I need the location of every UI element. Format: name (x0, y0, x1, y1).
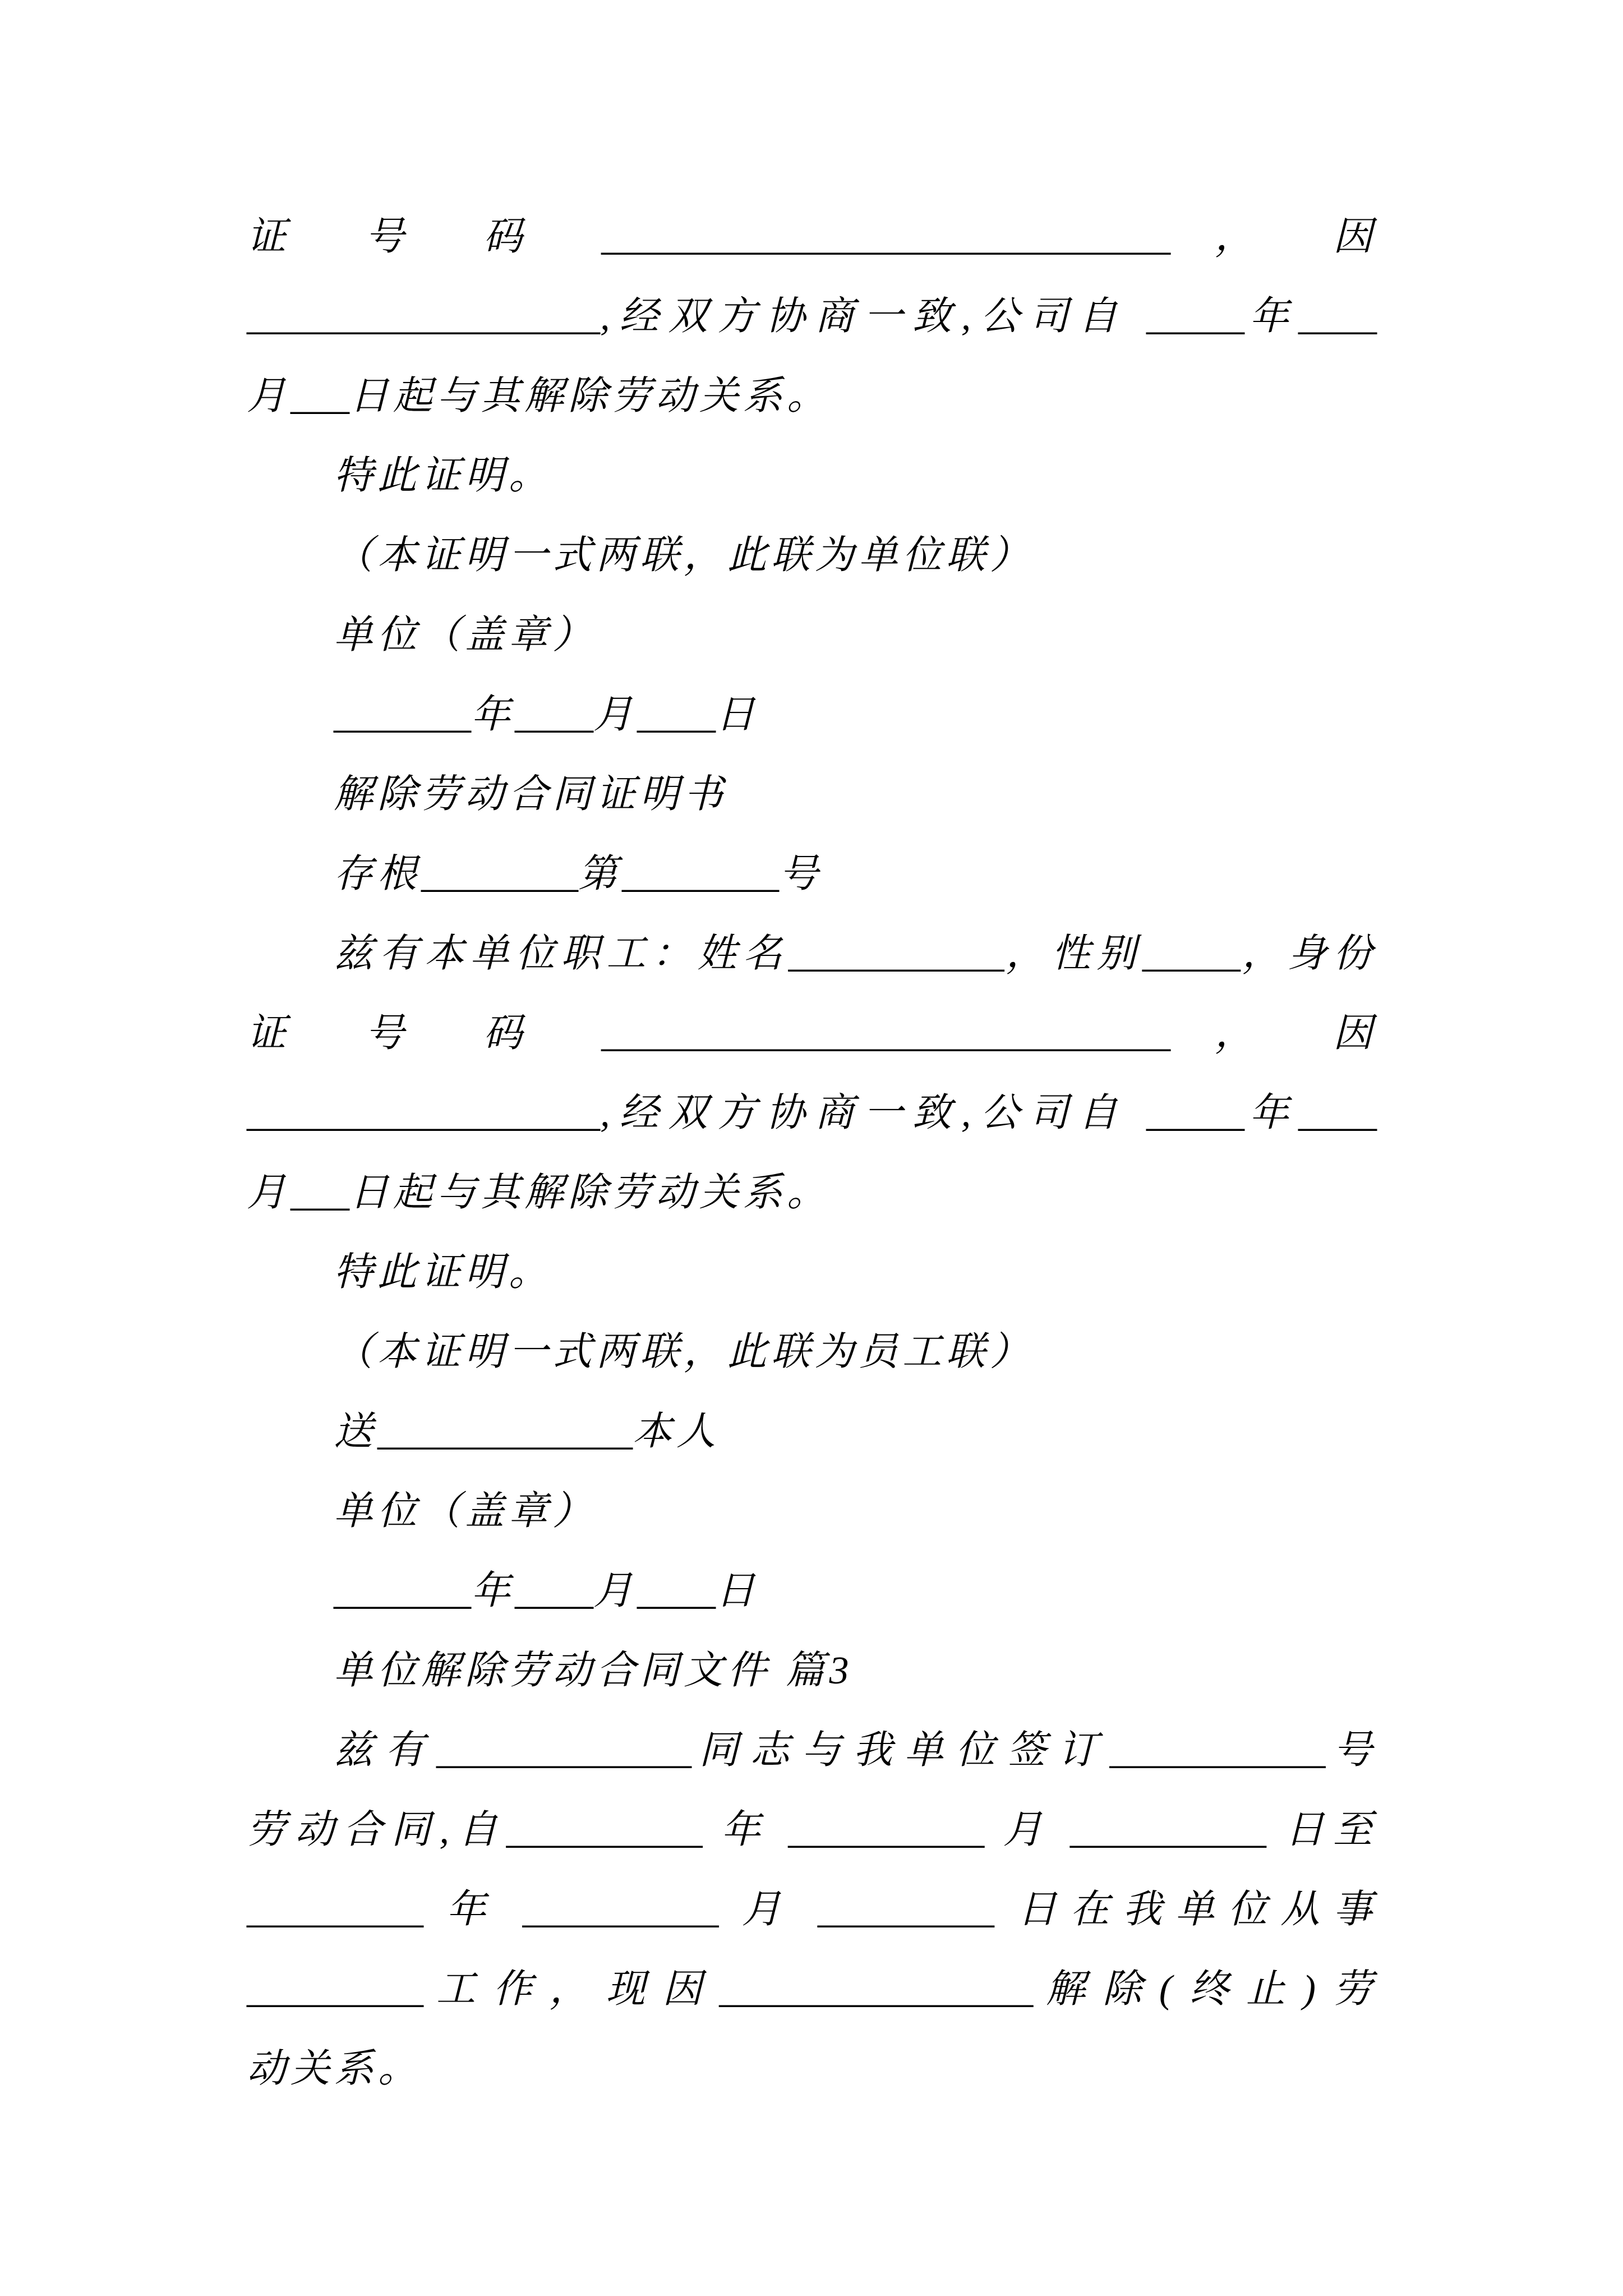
document-line: 动关系。 (247, 2047, 422, 2091)
document-line: 兹有本单位职工：姓名___________，性别_____，身份 (334, 932, 1377, 976)
certificate-title-line: 解除劳动合同证明书 (334, 773, 727, 816)
document-line: _________ 年 __________ 月 _________ 日在我单位从事 (247, 1888, 1377, 1931)
date-line: _______年____月____日 (334, 693, 759, 737)
document-text-block (247, 197, 1377, 2109)
document-line: （本证明一式两联，此联为单位联） (334, 534, 1034, 577)
stub-number-line: 存根________第________号 (334, 853, 823, 896)
document-line: （本证明一式两联，此联为员工联） (334, 1331, 1034, 1374)
deliver-line: 送_____________本人 (334, 1410, 720, 1453)
document-line: 劳动合同,自__________ 年 __________ 月 __________ 日至 (247, 1809, 1377, 1852)
document-line: 特此证明。 (334, 1251, 552, 1294)
section-heading-line: 单位解除劳动合同文件 篇3 (334, 1649, 854, 1692)
document-line: 月___日起与其解除劳动关系。 (247, 375, 831, 418)
document-line: _________工作，现因________________解除(终止)劳 (247, 1968, 1377, 2011)
document-line: 证 号 码 _____________________________ ， 因 (247, 215, 1377, 259)
document-line: __________________,经双方协商一致,公司自 _____年____ (247, 295, 1377, 338)
document-line: __________________,经双方协商一致,公司自 _____年____ (247, 1092, 1377, 1135)
date-line: _______年____月____日 (334, 1570, 759, 1613)
document-line: 证 号 码 _____________________________ ， 因 (247, 1012, 1377, 1055)
signature-line: 单位（盖章） (334, 1490, 596, 1533)
document-line: 兹有_____________同志与我单位签订___________号 (334, 1729, 1377, 1772)
document-line: 特此证明。 (334, 454, 552, 498)
document-line: 月___日起与其解除劳动关系。 (247, 1171, 831, 1214)
signature-line: 单位（盖章） (334, 614, 596, 657)
